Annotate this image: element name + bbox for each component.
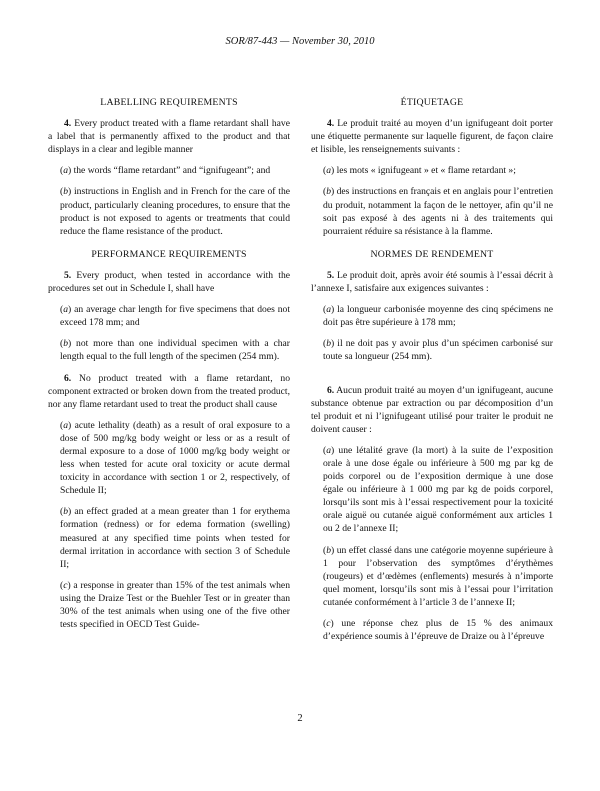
item-text: acute lethality (death) as a result of oral exposure to a dose of 500 mg/kg body weight or less or as a result of dermal exposure to a dose of 1000 mg/kg body weight or less when tested for acute oral toxicity or acute dermal toxicity in accordance with section 1 or 2, respectively, of Schedule II; [60, 419, 290, 497]
french-column [311, 96, 553, 651]
running-header: SOR/87-443 — November 30, 2010 [225, 36, 375, 47]
section-6-fr [311, 384, 553, 436]
paragraph-4b-fr: (b) des instructions en français et en anglais pour l’entretien du produit, notamment la façon de le nettoyer, afin qu’il ne soit pas exposé à des agents ni à des traitements qui pourraient réduire sa résistance à la flamme. [323, 186, 553, 237]
paragraph-5a-en: (a) an average char length for five specimens that does not exceed 178 mm; and [60, 304, 290, 329]
paragraph-5b-en: (b) not more than one individual specimen with a char length equal to the full length of the specimen (254 mm). [60, 338, 291, 363]
paragraph-6b-en: (b) an effect graded at a mean greater than 1 for erythema formation (redness) or for edema formation (swelling) measured at any specified time points when tested for dermal irritation in accordance with section 3 of Schedule II; [60, 506, 291, 570]
heading-performance-requirements: PERFORMANCE REQUIREMENTS [91, 248, 247, 260]
paragraph-5a-fr: (a) la longueur carbonisée moyenne des cinq spécimens ne doit pas être supérieure à 178 mm; [323, 304, 554, 329]
item-text: instructions in English and in French for the care of the product, particularly cleaning procedures, to ensure that the product is not exposed to agents or treatments that could reduce the flame resistance of the product. [60, 186, 291, 237]
item-letter: b [63, 338, 68, 350]
section-text: Every product treated with a flame retardant shall have a label that is permanently affixed to the product and that displays in a clear and legible manner [48, 118, 290, 156]
item-letter: c [326, 618, 331, 629]
item-text: les mots « ignifugeant » et « flame retardant »; [336, 165, 516, 177]
section-number: 5. [327, 269, 335, 281]
item-text: il ne doit pas y avoir plus d’un spécimen carbonisé sur toute sa longueur (254 mm). [323, 338, 553, 363]
item-text: la longueur carbonisée moyenne des cinq spécimens ne doit pas être supérieure à 178 mm; [323, 304, 554, 329]
paragraph-6c-fr: (c) une réponse chez plus de 15 % des animaux d’expérience soumis à l’épreuve de Draize ou à l’épreuve [323, 618, 554, 643]
heading-labelling-requirements: LABELLING REQUIREMENTS [100, 97, 238, 108]
paragraph-6b-fr: (b) un effet classé dans une catégorie moyenne supérieure à 1 pour l’observation des symptômes d’érythèmes (rougeurs) et d’œdèmes (enflements) mesurés à n’importe quel moment, lorsqu’ils sont mis à l’essai pour l’irritation cutanée conformément à l’article 3 de l’annexe II; [323, 544, 553, 608]
english-column [48, 96, 290, 639]
section-text: Every product, when tested in accordance with the procedures set out in Schedule I, shall have [48, 269, 290, 295]
section-text: Le produit traité au moyen d’un ignifugeant doit porter une étiquette permanente sur laquelle figurent, de façon claire et lisible, les renseignements suivants : [311, 118, 553, 156]
section-number: 5. [64, 269, 72, 281]
item-letter: c [63, 579, 68, 591]
item-text: des instructions en français et en anglais pour l’entretien du produit, notamment la façon de le nettoyer, afin qu’il ne soit pas exposé à des agents ni à des traitements qui pourraient réduire sa résistance à la flamme. [323, 186, 553, 237]
item-letter: b [63, 506, 68, 518]
paragraph-5b-fr: (b) il ne doit pas y avoir plus d’un spécimen carbonisé sur toute sa longueur (254 mm). [323, 338, 553, 363]
item-letter: a [326, 304, 331, 316]
heading-normes-de-rendement: NORMES DE RENDEMENT [370, 248, 494, 260]
section-text: Le produit doit, après avoir été soumis à l’essai décrit à l’annexe I, satisfaire aux exigences suivantes : [311, 269, 554, 295]
item-letter: a [63, 304, 68, 316]
item-text: a response in greater than 15% of the test animals when using the Draize Test or the Buehler Test or in greater than 30% of the test animals when using one of the five other tests specified in OECD Test Guide- [60, 579, 290, 631]
item-letter: b [63, 186, 68, 198]
section-number: 4. [327, 118, 335, 130]
item-text: an average char length for five specimens that does not exceed 178 mm; and [60, 304, 290, 329]
section-number: 4. [64, 118, 72, 130]
item-letter: a [63, 165, 68, 177]
section-number: 6. [64, 372, 72, 384]
page-number: 2 [297, 713, 303, 724]
paragraph-4b-en: (b) instructions in English and in French for the care of the product, particularly cleaning procedures, to ensure that the product is not exposed to agents or treatments that could reduce the flame resistance of the product. [60, 186, 291, 237]
paragraph-6a-en: (a) acute lethality (death) as a result of oral exposure to a dose of 500 mg/kg body weight or less or as a result of dermal exposure to a dose of 1000 mg/kg body weight or less when tested for acute oral toxicity or acute dermal toxicity in accordance with section 1 or 2, respectively, of Schedule II; [60, 419, 290, 497]
item-text: the words “flame retardant” and “ignifugeant”; and [73, 165, 271, 177]
paragraph-6c-en: (c) a response in greater than 15% of the test animals when using the Draize Test or the Buehler Test or in greater than 30% of the test animals when using one of the five other tests specified in OECD Test Guide- [60, 579, 290, 631]
section-5-fr [311, 269, 553, 295]
section-4-en [48, 117, 290, 156]
item-text: une réponse chez plus de 15 % des animaux d’expérience soumis à l’épreuve de Draize ou à l’épreuve [323, 618, 554, 643]
item-letter: b [326, 338, 331, 350]
section-4-fr [311, 117, 553, 156]
item-letter: b [326, 544, 331, 556]
item-text: not more than one individual specimen with a char length equal to the full length of the specimen (254 mm). [60, 338, 291, 363]
item-text: une létalité grave (la mort) à la suite de l’exposition orale à une dose égale ou inférieure à 500 mg par kg de poids corporel ou de l’exposition dermique à une dose égale ou inférieure à 1 000 mg par kg de poids corporel, lorsqu’ils sont mis à l’essai respectivement pour la toxicité orale aiguë ou cutanée aiguë conformément aux articles 1 ou 2 de l’annexe II; [323, 444, 554, 535]
item-letter: a [63, 419, 68, 431]
section-6-en [48, 372, 290, 411]
item-letter: a [326, 444, 331, 456]
section-number: 6. [327, 384, 335, 396]
heading-etiquetage: ÉTIQUETAGE [400, 97, 464, 108]
paragraph-4a-fr: (a) les mots « ignifugeant » et « flame retardant »; [323, 165, 516, 177]
section-text: Aucun produit traité au moyen d’un ignifugeant, aucune substance obtenue par extraction ou par décomposition d’un tel produit et ni l’ignifugeant utilisé pour traiter le produit ne doivent causer : [311, 384, 553, 435]
item-text: an effect graded at a mean greater than 1 for erythema formation (redness) or for edema formation (swelling) measured at any specified time points when tested for dermal irritation in accordance with section 3 of Schedule II; [60, 506, 291, 570]
section-text: No product treated with a flame retardant, no component extracted or broken down from the treated product, nor any flame retardant used to treat the product shall cause [48, 372, 290, 410]
item-letter: a [326, 165, 331, 177]
section-5-en [48, 269, 290, 295]
item-text: un effet classé dans une catégorie moyenne supérieure à 1 pour l’observation des symptômes d’érythèmes (rougeurs) et d’œdèmes (enflements) mesurés à n’importe quel moment, lorsqu’ils sont mis à l’essai pour l’irritation cutanée conformément à l’article 3 de l’annexe II; [323, 544, 553, 608]
item-letter: b [326, 186, 331, 198]
paragraph-6a-fr: (a) une létalité grave (la mort) à la suite de l’exposition orale à une dose égale ou inférieure à 500 mg par kg de poids corporel ou de l’exposition dermique à une dose égale ou inférieure à 1 000 mg par kg de poids corporel, lorsqu’ils sont mis à l’essai respectivement pour la toxicité orale aiguë ou cutanée aiguë conformément aux articles 1 ou 2 de l’annexe II; [323, 444, 554, 535]
paragraph-4a-en: (a) the words “flame retardant” and “ignifugeant”; and [60, 165, 271, 177]
